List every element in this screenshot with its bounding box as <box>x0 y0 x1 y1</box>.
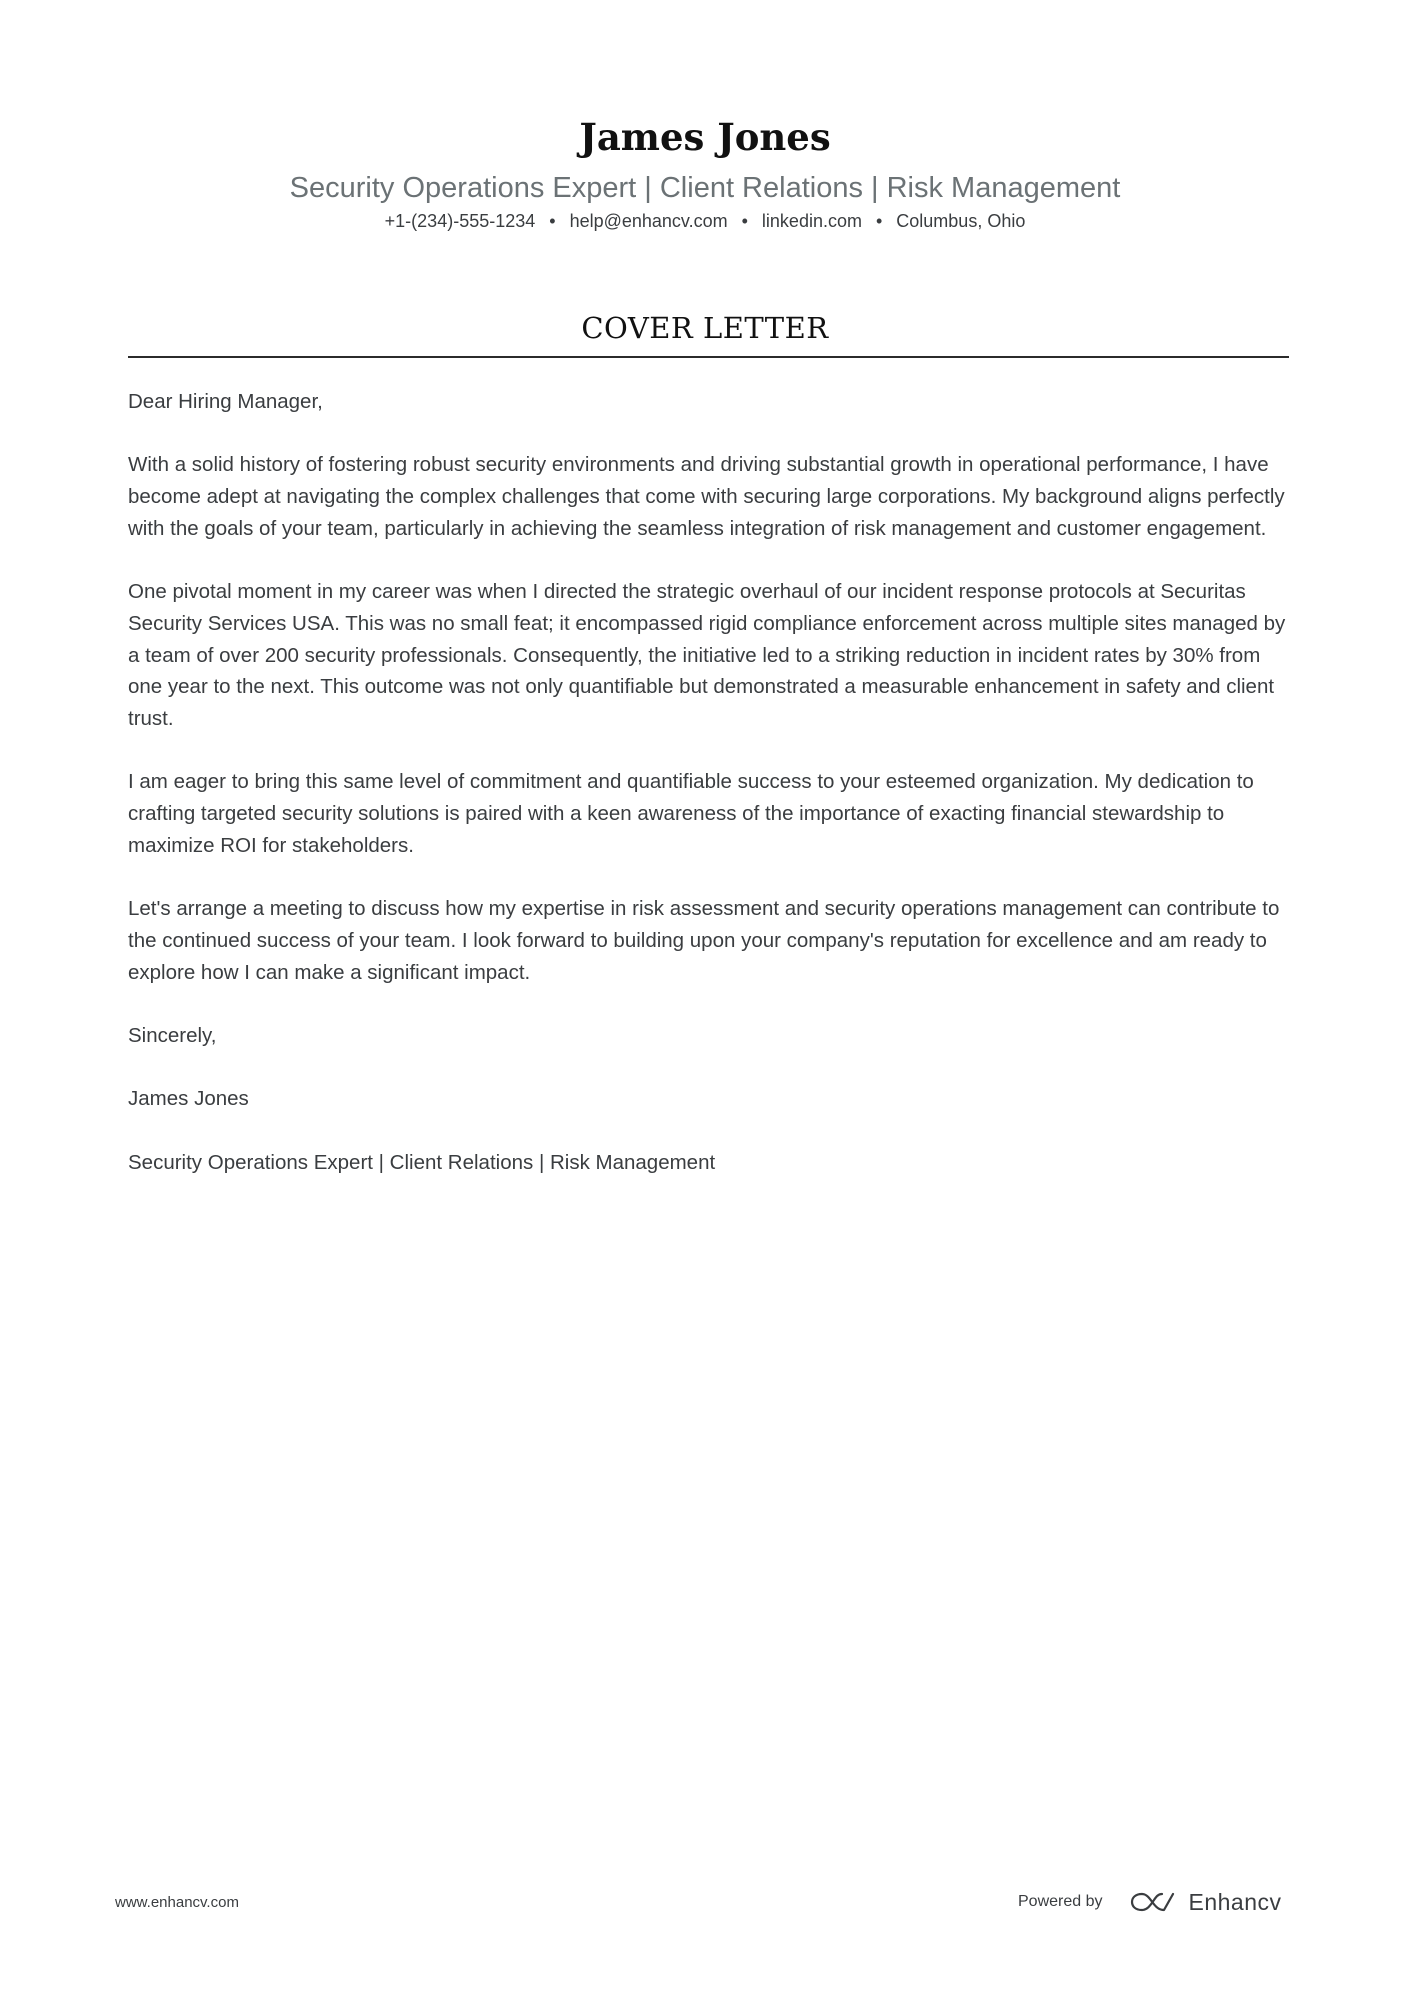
signature-title: Security Operations Expert | Client Relations | Risk Management <box>128 1150 716 1174</box>
contact-phone: +1-(234)-555-1234 <box>384 211 536 231</box>
contact-linkedin: linkedin.com <box>761 211 862 231</box>
letter-body <box>128 386 1293 1210</box>
brand-name: Enhancv <box>1188 1888 1282 1915</box>
applicant-name: James Jones <box>579 115 831 159</box>
powered-by-label: Powered by <box>1018 1893 1103 1910</box>
section-title: COVER LETTER <box>581 311 829 345</box>
contact-info <box>0 208 1410 234</box>
contact-email: help@enhancv.com <box>569 211 728 231</box>
letter-paragraph: With a solid history of fostering robust security environments and driving substantial growth in operational performance, I have become adept at navigating the complex challenges that come with securing large corporations. My background aligns perfectly with the goals of your team, particularly in achieving the seamless integration of risk management and customer engagement. <box>128 453 1285 540</box>
separator-bullet: • <box>741 211 748 231</box>
letter-greeting: Dear Hiring Manager, <box>128 390 323 413</box>
letter-paragraph: One pivotal moment in my career was when I directed the strategic overhaul of our incident response protocols at Securitas Security Services USA. This was no small feat; it encompassed rigid compliance enforcement across multiple sites managed by a team of over 200 security professionals. Consequently, the initiative led to a striking reduction in incident rates by 30% from one year to the next. This outcome was not only quantifiable but demonstrated a measurable enhancement in safety and client trust. <box>128 580 1286 730</box>
signature-name: James Jones <box>128 1087 249 1111</box>
enhancv-logo-icon <box>1129 1890 1175 1914</box>
contact-location: Columbus, Ohio <box>896 211 1026 231</box>
footer-website[interactable]: www.enhancv.com <box>115 1894 239 1911</box>
letter-closing: Sincerely, <box>128 1023 217 1047</box>
separator-bullet: • <box>549 211 556 231</box>
letter-paragraph: Let's arrange a meeting to discuss how my expertise in risk assessment and security operations management can contribute to the continued success of your team. I look forward to building upon your company's reputation for excellence and am ready to explore how I can make a significant impact. <box>128 897 1280 984</box>
letter-paragraph: I am eager to bring this same level of commitment and quantifiable success to your esteemed organization. My dedication to crafting targeted security solutions is paired with a keen awareness of the importance of exacting financial stewardship to maximize ROI for stakeholders. <box>128 770 1254 857</box>
separator-bullet: • <box>875 211 883 231</box>
section-divider <box>128 356 1289 358</box>
footer-branding <box>1018 1884 1282 1920</box>
letter-header <box>0 112 1410 234</box>
applicant-headline: Security Operations Expert | Client Relations | Risk Management <box>289 172 1121 204</box>
